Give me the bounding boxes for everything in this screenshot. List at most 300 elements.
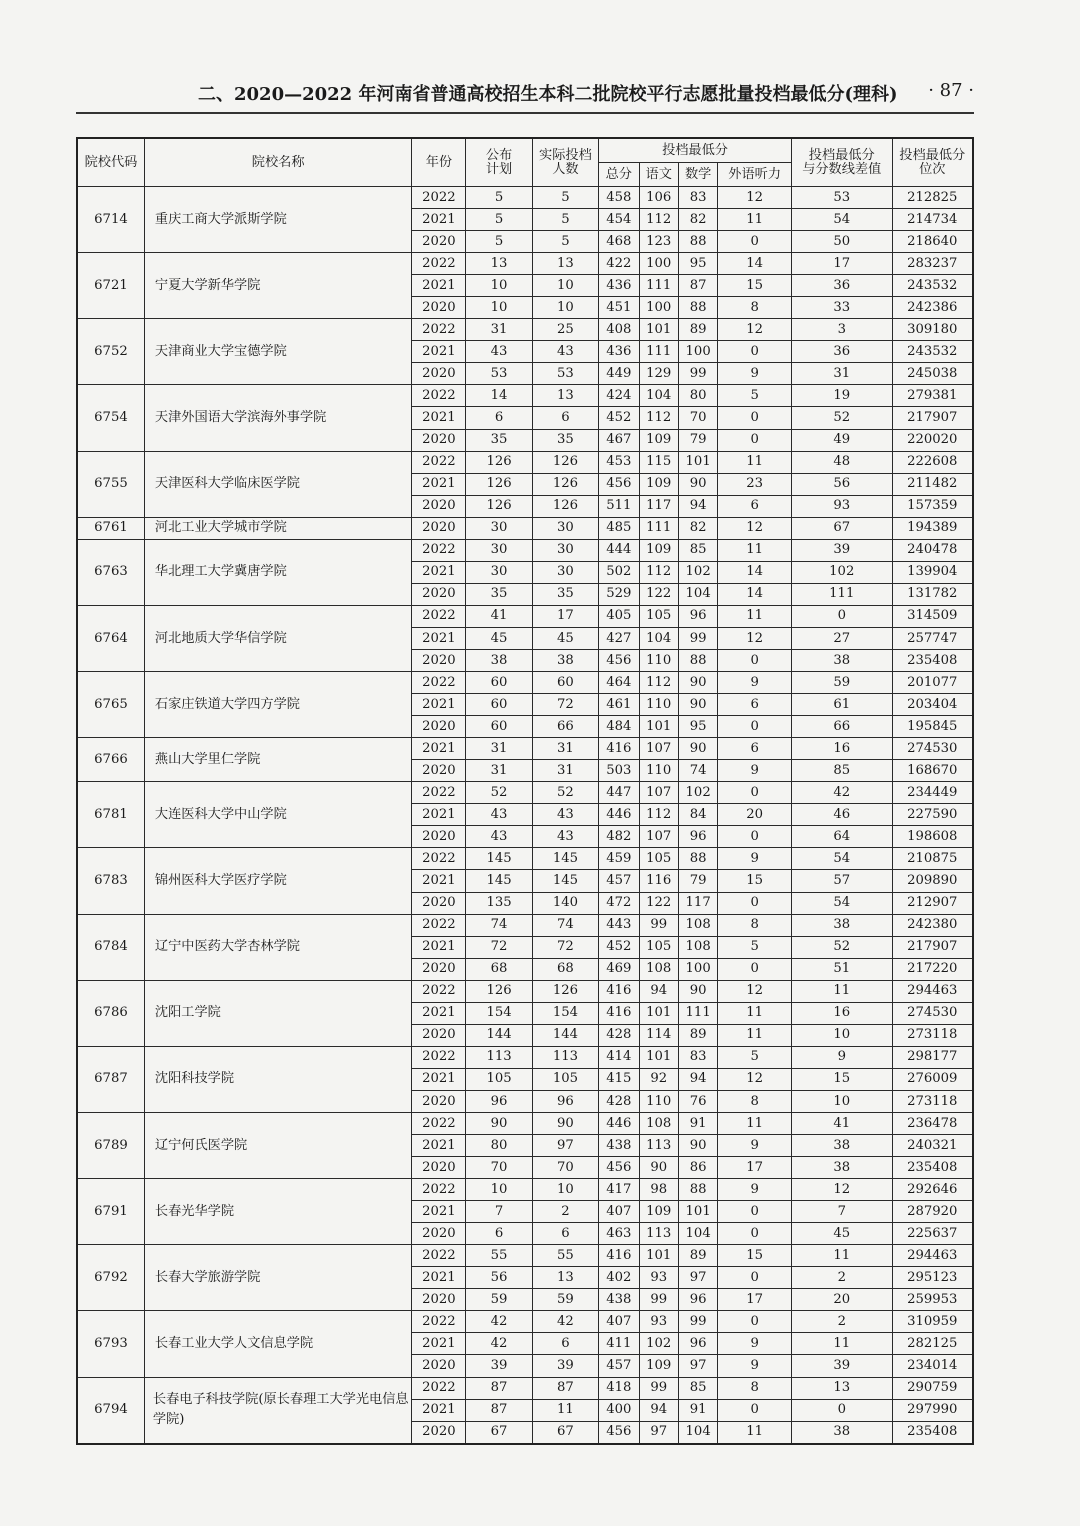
chinese-cell: 101 [639, 1002, 678, 1024]
rank-cell: 212825 [892, 187, 973, 209]
col-header-code: 院校代码 [77, 138, 144, 187]
actual-cell: 13 [532, 253, 598, 275]
diff-cell: 93 [791, 495, 892, 517]
diff-cell: 111 [791, 583, 892, 605]
rank-cell: 298177 [892, 1046, 973, 1068]
col-header-actual-line1: 实际投档 [539, 147, 592, 163]
plan-cell: 42 [466, 1333, 532, 1355]
year-cell: 2021 [412, 473, 466, 495]
year-cell: 2021 [412, 1068, 466, 1090]
diff-cell: 54 [791, 892, 892, 914]
diff-cell: 2 [791, 1311, 892, 1333]
rank-cell: 195845 [892, 716, 973, 738]
plan-cell: 6 [466, 1223, 532, 1245]
year-cell: 2020 [412, 363, 466, 385]
actual-cell: 126 [532, 980, 598, 1002]
foreign-cell: 8 [718, 1090, 792, 1112]
table-row [77, 1112, 973, 1134]
total-cell: 463 [599, 1223, 639, 1245]
math-cell: 79 [678, 870, 717, 892]
plan-cell: 105 [466, 1068, 532, 1090]
year-cell: 2020 [412, 583, 466, 605]
school-name-cell: 长春工业大学人文信息学院 [144, 1311, 412, 1377]
total-cell: 414 [599, 1046, 639, 1068]
chinese-cell: 107 [639, 738, 678, 760]
total-cell: 502 [599, 561, 639, 583]
foreign-cell: 15 [718, 870, 792, 892]
year-cell: 2022 [412, 914, 466, 936]
school-code-cell: 6783 [77, 848, 144, 914]
plan-cell: 126 [466, 980, 532, 1002]
diff-cell: 38 [791, 1157, 892, 1179]
diff-cell: 10 [791, 1024, 892, 1046]
math-cell: 83 [678, 187, 717, 209]
math-cell: 102 [678, 782, 717, 804]
foreign-cell: 15 [718, 1245, 792, 1267]
rank-cell: 211482 [892, 473, 973, 495]
rank-cell: 227590 [892, 804, 973, 826]
diff-cell: 11 [791, 1333, 892, 1355]
rank-cell: 235408 [892, 1157, 973, 1179]
math-cell: 90 [678, 672, 717, 694]
col-header-total: 总分 [599, 163, 639, 187]
diff-cell: 46 [791, 804, 892, 826]
diff-cell: 52 [791, 407, 892, 429]
actual-cell: 126 [532, 495, 598, 517]
plan-cell: 41 [466, 605, 532, 627]
rank-cell: 292646 [892, 1179, 973, 1201]
chinese-cell: 105 [639, 605, 678, 627]
table-row [77, 1046, 973, 1068]
table-row [77, 980, 973, 1002]
rank-cell: 222608 [892, 451, 973, 473]
total-cell: 449 [599, 363, 639, 385]
plan-cell: 113 [466, 1046, 532, 1068]
foreign-cell: 0 [718, 1201, 792, 1223]
total-cell: 417 [599, 1179, 639, 1201]
col-header-plan [466, 138, 532, 187]
year-cell: 2022 [412, 672, 466, 694]
year-cell: 2021 [412, 341, 466, 363]
school-code-cell: 6761 [77, 517, 144, 539]
table-row [77, 517, 973, 539]
total-cell: 446 [599, 804, 639, 826]
rank-cell: 242386 [892, 297, 973, 319]
math-cell: 95 [678, 253, 717, 275]
actual-cell: 30 [532, 539, 598, 561]
chinese-cell: 109 [639, 1201, 678, 1223]
diff-cell: 13 [791, 1377, 892, 1399]
foreign-cell: 14 [718, 583, 792, 605]
rank-cell: 234449 [892, 782, 973, 804]
chinese-cell: 110 [639, 649, 678, 671]
foreign-cell: 11 [718, 605, 792, 627]
actual-cell: 144 [532, 1024, 598, 1046]
actual-cell: 39 [532, 1355, 598, 1377]
total-cell: 461 [599, 694, 639, 716]
diff-cell: 2 [791, 1267, 892, 1289]
diff-cell: 49 [791, 429, 892, 451]
actual-cell: 6 [532, 407, 598, 429]
chinese-cell: 114 [639, 1024, 678, 1046]
chinese-cell: 109 [639, 473, 678, 495]
diff-cell: 48 [791, 451, 892, 473]
chinese-cell: 104 [639, 627, 678, 649]
year-cell: 2022 [412, 848, 466, 870]
foreign-cell: 0 [718, 892, 792, 914]
plan-cell: 10 [466, 1179, 532, 1201]
page-number: · 87 · [928, 80, 974, 101]
rank-cell: 234014 [892, 1355, 973, 1377]
math-cell: 88 [678, 231, 717, 253]
chinese-cell: 101 [639, 1245, 678, 1267]
foreign-cell: 11 [718, 1024, 792, 1046]
chinese-cell: 112 [639, 561, 678, 583]
col-header-name: 院校名称 [144, 138, 412, 187]
chinese-cell: 104 [639, 385, 678, 407]
foreign-cell: 6 [718, 495, 792, 517]
math-cell: 101 [678, 451, 717, 473]
year-cell: 2020 [412, 429, 466, 451]
col-header-plan-line2: 计划 [485, 161, 513, 177]
page-header [76, 80, 974, 110]
actual-cell: 87 [532, 1377, 598, 1399]
col-header-actual [532, 138, 598, 187]
math-cell: 104 [678, 583, 717, 605]
school-name-cell: 石家庄铁道大学四方学院 [144, 672, 412, 738]
total-cell: 418 [599, 1377, 639, 1399]
admission-score-table [76, 137, 974, 1445]
chinese-cell: 106 [639, 187, 678, 209]
plan-cell: 43 [466, 826, 532, 848]
foreign-cell: 0 [718, 716, 792, 738]
rank-cell: 214734 [892, 209, 973, 231]
table-row [77, 1377, 973, 1399]
diff-cell: 9 [791, 1046, 892, 1068]
col-header-foreign: 外语听力 [718, 163, 792, 187]
total-cell: 456 [599, 473, 639, 495]
col-header-plan-line1: 公布 [485, 147, 513, 163]
school-name-cell: 沈阳科技学院 [144, 1046, 412, 1112]
total-cell: 452 [599, 407, 639, 429]
school-code-cell: 6784 [77, 914, 144, 980]
actual-cell: 43 [532, 826, 598, 848]
actual-cell: 31 [532, 738, 598, 760]
plan-cell: 5 [466, 209, 532, 231]
foreign-cell: 12 [718, 980, 792, 1002]
foreign-cell: 9 [718, 1135, 792, 1157]
total-cell: 456 [599, 1157, 639, 1179]
year-cell: 2020 [412, 716, 466, 738]
rank-cell: 198608 [892, 826, 973, 848]
school-code-cell: 6764 [77, 605, 144, 671]
school-code-cell: 6786 [77, 980, 144, 1046]
actual-cell: 13 [532, 385, 598, 407]
foreign-cell: 0 [718, 429, 792, 451]
table-row [77, 319, 973, 341]
col-header-rank [892, 138, 973, 187]
rank-cell: 309180 [892, 319, 973, 341]
rank-cell: 282125 [892, 1333, 973, 1355]
actual-cell: 43 [532, 804, 598, 826]
actual-cell: 6 [532, 1223, 598, 1245]
diff-cell: 39 [791, 539, 892, 561]
header-rule [76, 112, 974, 114]
actual-cell: 38 [532, 649, 598, 671]
rank-cell: 131782 [892, 583, 973, 605]
diff-cell: 50 [791, 231, 892, 253]
foreign-cell: 11 [718, 1112, 792, 1134]
diff-cell: 45 [791, 1223, 892, 1245]
actual-cell: 60 [532, 672, 598, 694]
rank-cell: 218640 [892, 231, 973, 253]
diff-cell: 67 [791, 517, 892, 539]
school-name-cell: 长春光华学院 [144, 1179, 412, 1245]
year-cell: 2020 [412, 1157, 466, 1179]
table-row [77, 848, 973, 870]
plan-cell: 59 [466, 1289, 532, 1311]
math-cell: 89 [678, 319, 717, 341]
math-cell: 85 [678, 539, 717, 561]
diff-cell: 52 [791, 936, 892, 958]
rank-cell: 225637 [892, 1223, 973, 1245]
plan-cell: 31 [466, 738, 532, 760]
total-cell: 444 [599, 539, 639, 561]
plan-cell: 68 [466, 958, 532, 980]
school-code-cell: 6766 [77, 738, 144, 782]
school-name-cell: 重庆工商大学派斯学院 [144, 187, 412, 253]
year-cell: 2021 [412, 870, 466, 892]
table-row [77, 451, 973, 473]
chinese-cell: 101 [639, 716, 678, 738]
diff-cell: 36 [791, 275, 892, 297]
school-name-cell: 华北理工大学冀唐学院 [144, 539, 412, 605]
school-name-cell: 沈阳工学院 [144, 980, 412, 1046]
chinese-cell: 105 [639, 936, 678, 958]
math-cell: 87 [678, 275, 717, 297]
total-cell: 459 [599, 848, 639, 870]
actual-cell: 126 [532, 451, 598, 473]
math-cell: 76 [678, 1090, 717, 1112]
total-cell: 485 [599, 517, 639, 539]
rank-cell: 297990 [892, 1399, 973, 1421]
plan-cell: 7 [466, 1201, 532, 1223]
chinese-cell: 90 [639, 1157, 678, 1179]
chinese-cell: 92 [639, 1068, 678, 1090]
plan-cell: 30 [466, 561, 532, 583]
foreign-cell: 9 [718, 1355, 792, 1377]
total-cell: 443 [599, 914, 639, 936]
math-cell: 89 [678, 1245, 717, 1267]
math-cell: 82 [678, 517, 717, 539]
plan-cell: 126 [466, 495, 532, 517]
rank-cell: 243532 [892, 341, 973, 363]
actual-cell: 105 [532, 1068, 598, 1090]
school-code-cell: 6781 [77, 782, 144, 848]
rank-cell: 283237 [892, 253, 973, 275]
total-cell: 427 [599, 627, 639, 649]
math-cell: 90 [678, 980, 717, 1002]
total-cell: 428 [599, 1024, 639, 1046]
diff-cell: 16 [791, 738, 892, 760]
plan-cell: 10 [466, 297, 532, 319]
rank-cell: 139904 [892, 561, 973, 583]
diff-cell: 19 [791, 385, 892, 407]
school-code-cell: 6752 [77, 319, 144, 385]
year-cell: 2021 [412, 1002, 466, 1024]
foreign-cell: 0 [718, 1399, 792, 1421]
school-name-cell: 长春电子科技学院(原长春理工大学光电信息学院) [144, 1377, 412, 1444]
school-code-cell: 6763 [77, 539, 144, 605]
diff-cell: 53 [791, 187, 892, 209]
school-code-cell: 6721 [77, 253, 144, 319]
foreign-cell: 12 [718, 1068, 792, 1090]
actual-cell: 55 [532, 1245, 598, 1267]
foreign-cell: 0 [718, 341, 792, 363]
math-cell: 90 [678, 738, 717, 760]
school-code-cell: 6792 [77, 1245, 144, 1311]
chinese-cell: 111 [639, 275, 678, 297]
year-cell: 2022 [412, 605, 466, 627]
math-cell: 74 [678, 760, 717, 782]
year-cell: 2021 [412, 407, 466, 429]
table-row [77, 539, 973, 561]
plan-cell: 74 [466, 914, 532, 936]
diff-cell: 64 [791, 826, 892, 848]
actual-cell: 126 [532, 473, 598, 495]
plan-cell: 13 [466, 253, 532, 275]
plan-cell: 5 [466, 231, 532, 253]
actual-cell: 53 [532, 363, 598, 385]
diff-cell: 39 [791, 1355, 892, 1377]
math-cell: 90 [678, 473, 717, 495]
math-cell: 82 [678, 209, 717, 231]
school-code-cell: 6787 [77, 1046, 144, 1112]
rank-cell: 287920 [892, 1201, 973, 1223]
col-header-diff [791, 138, 892, 187]
diff-cell: 20 [791, 1289, 892, 1311]
foreign-cell: 8 [718, 914, 792, 936]
year-cell: 2020 [412, 1090, 466, 1112]
foreign-cell: 0 [718, 407, 792, 429]
year-cell: 2020 [412, 826, 466, 848]
plan-cell: 43 [466, 804, 532, 826]
total-cell: 438 [599, 1289, 639, 1311]
total-cell: 457 [599, 1355, 639, 1377]
rank-cell: 310959 [892, 1311, 973, 1333]
total-cell: 416 [599, 980, 639, 1002]
total-cell: 438 [599, 1135, 639, 1157]
diff-cell: 16 [791, 1002, 892, 1024]
school-name-cell: 天津医科大学临床医学院 [144, 451, 412, 517]
plan-cell: 70 [466, 1157, 532, 1179]
table-row [77, 605, 973, 627]
foreign-cell: 0 [718, 782, 792, 804]
school-code-cell: 6754 [77, 385, 144, 451]
school-code-cell: 6794 [77, 1377, 144, 1444]
rank-cell: 217907 [892, 407, 973, 429]
chinese-cell: 102 [639, 1333, 678, 1355]
school-name-cell: 燕山大学里仁学院 [144, 738, 412, 782]
foreign-cell: 11 [718, 451, 792, 473]
rank-cell: 294463 [892, 1245, 973, 1267]
rank-cell: 243532 [892, 275, 973, 297]
diff-cell: 7 [791, 1201, 892, 1223]
year-cell: 2021 [412, 1135, 466, 1157]
year-cell: 2021 [412, 275, 466, 297]
chinese-cell: 110 [639, 760, 678, 782]
actual-cell: 145 [532, 848, 598, 870]
plan-cell: 126 [466, 451, 532, 473]
total-cell: 415 [599, 1068, 639, 1090]
rank-cell: 274530 [892, 738, 973, 760]
chinese-cell: 123 [639, 231, 678, 253]
total-cell: 411 [599, 1333, 639, 1355]
col-header-min-score: 投档最低分 [599, 138, 792, 163]
actual-cell: 140 [532, 892, 598, 914]
math-cell: 104 [678, 1421, 717, 1444]
chinese-cell: 109 [639, 539, 678, 561]
school-name-cell: 天津商业大学宝德学院 [144, 319, 412, 385]
foreign-cell: 20 [718, 804, 792, 826]
math-cell: 83 [678, 1046, 717, 1068]
actual-cell: 72 [532, 936, 598, 958]
total-cell: 464 [599, 672, 639, 694]
total-cell: 407 [599, 1201, 639, 1223]
diff-cell: 36 [791, 341, 892, 363]
rank-cell: 235408 [892, 649, 973, 671]
total-cell: 452 [599, 936, 639, 958]
total-cell: 456 [599, 1421, 639, 1444]
diff-cell: 31 [791, 363, 892, 385]
year-cell: 2022 [412, 1377, 466, 1399]
foreign-cell: 8 [718, 1377, 792, 1399]
chinese-cell: 112 [639, 804, 678, 826]
total-cell: 511 [599, 495, 639, 517]
plan-cell: 90 [466, 1112, 532, 1134]
math-cell: 99 [678, 627, 717, 649]
chinese-cell: 99 [639, 1377, 678, 1399]
actual-cell: 5 [532, 231, 598, 253]
diff-cell: 41 [791, 1112, 892, 1134]
actual-cell: 42 [532, 1311, 598, 1333]
chinese-cell: 93 [639, 1311, 678, 1333]
actual-cell: 52 [532, 782, 598, 804]
total-cell: 467 [599, 429, 639, 451]
actual-cell: 97 [532, 1135, 598, 1157]
page-title: 二、2020—2022 年河南省普通高校招生本科二批院校平行志愿批量投档最低分(理科) [198, 84, 898, 105]
rank-cell: 212907 [892, 892, 973, 914]
foreign-cell: 5 [718, 1046, 792, 1068]
chinese-cell: 99 [639, 914, 678, 936]
math-cell: 96 [678, 605, 717, 627]
diff-cell: 38 [791, 1421, 892, 1444]
plan-cell: 87 [466, 1399, 532, 1421]
chinese-cell: 115 [639, 451, 678, 473]
diff-cell: 85 [791, 760, 892, 782]
school-name-cell: 河北地质大学华信学院 [144, 605, 412, 671]
math-cell: 104 [678, 1223, 717, 1245]
year-cell: 2022 [412, 539, 466, 561]
year-cell: 2022 [412, 253, 466, 275]
foreign-cell: 0 [718, 1311, 792, 1333]
foreign-cell: 0 [718, 1267, 792, 1289]
math-cell: 108 [678, 936, 717, 958]
actual-cell: 70 [532, 1157, 598, 1179]
math-cell: 90 [678, 694, 717, 716]
year-cell: 2020 [412, 760, 466, 782]
total-cell: 405 [599, 605, 639, 627]
